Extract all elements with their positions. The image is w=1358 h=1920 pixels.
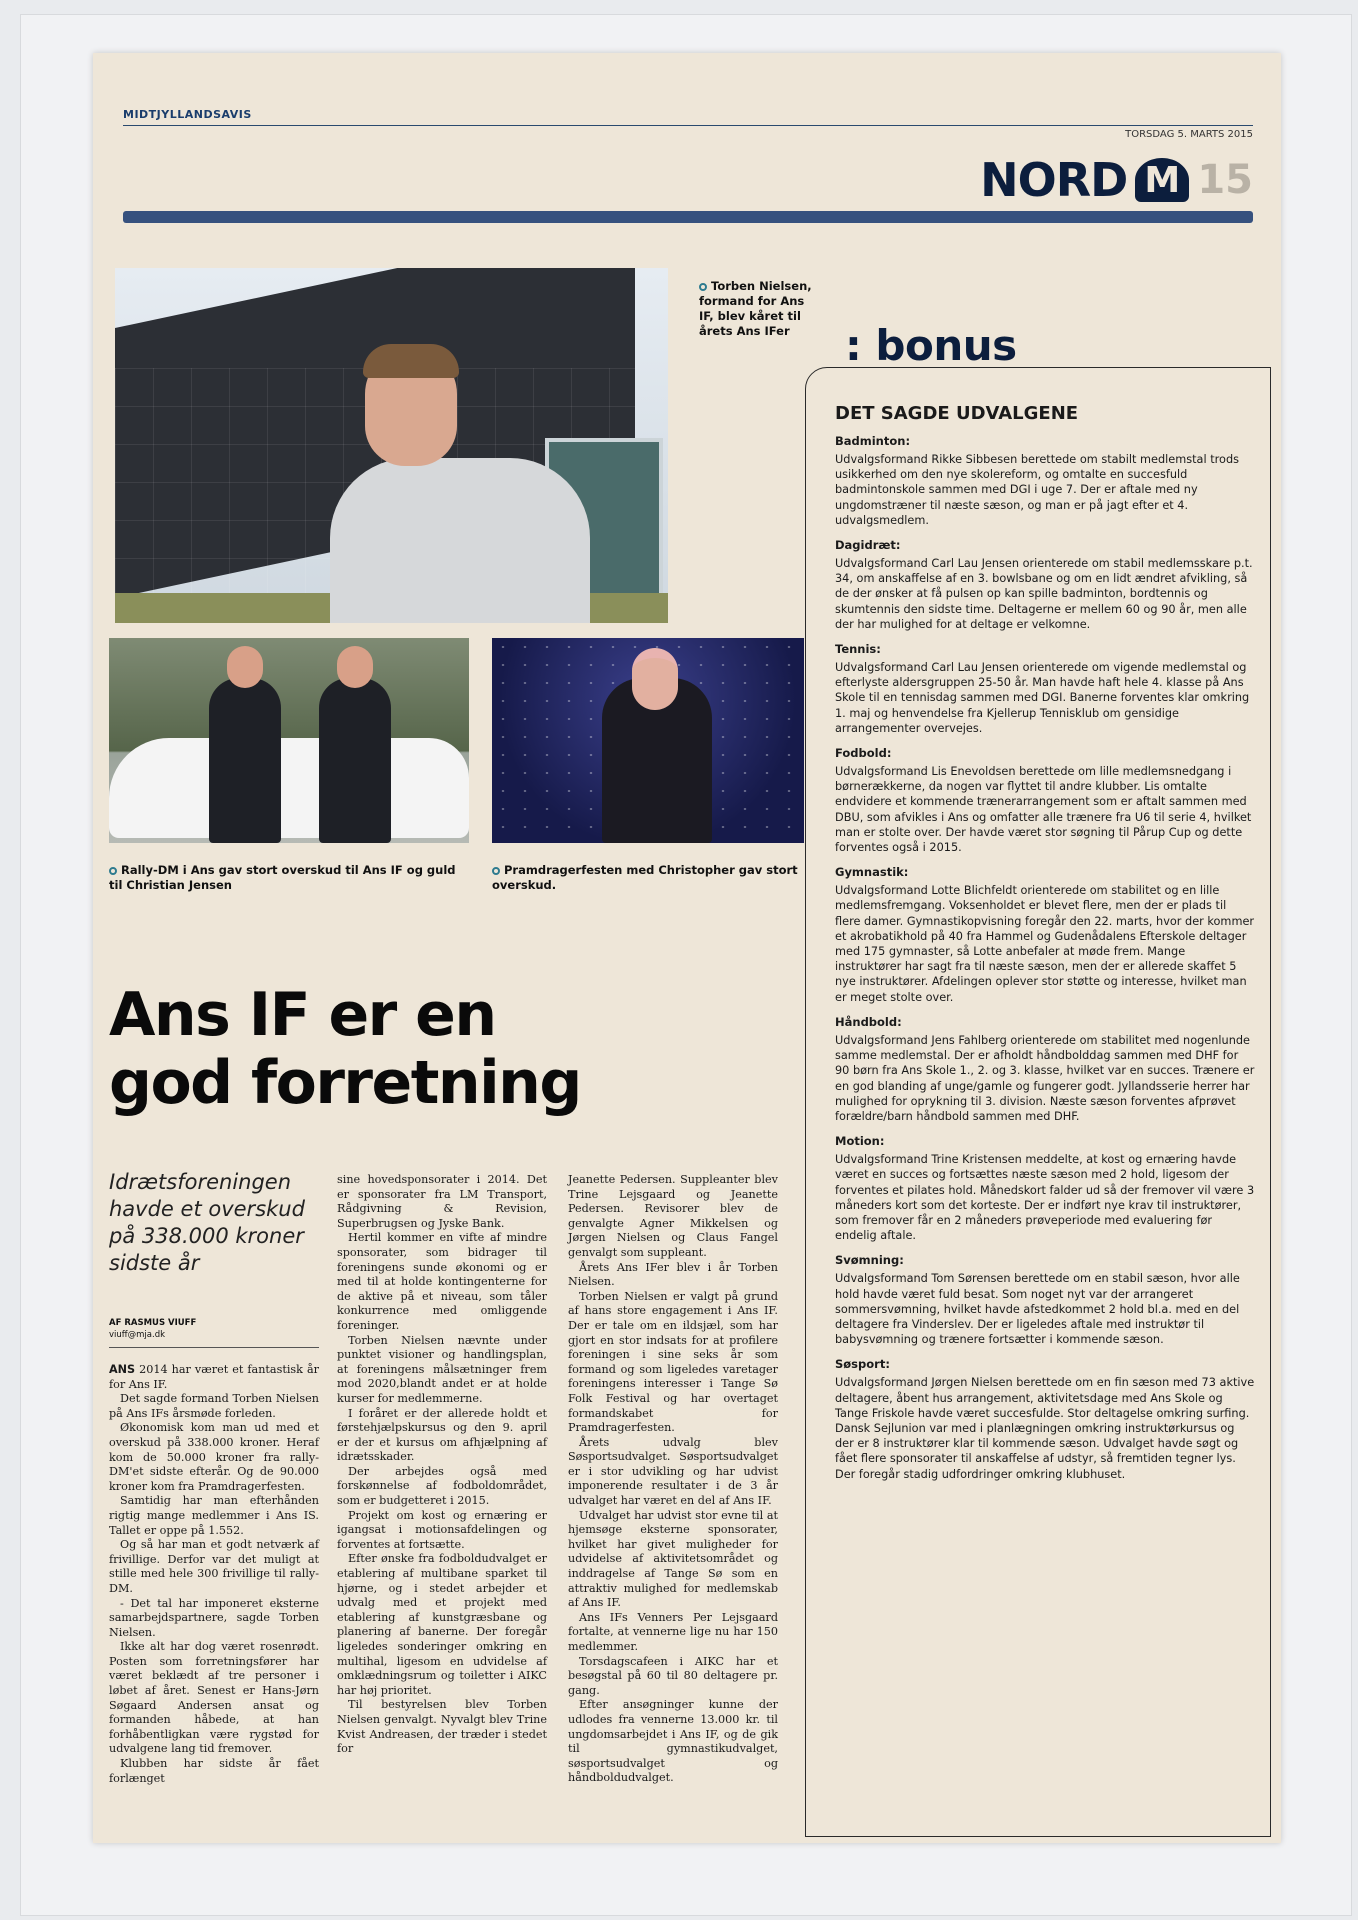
- article-subheadline: Idrætsforeningen havde et overskud på 338.000 kroner sidste år: [109, 1170, 305, 1275]
- bonus-item: Badminton: Udvalgsformand Rikke Sibbesen berettede om stabilt medlemstal trods usikkerhed om den nye skolereform, og omtalte en succesfuld badmintonskole sammen med DGI i uge 7. Der er aftale med ny ungdomstræner til næste sæson, og man er på jagt efter et 4. udvalgsmedlem.: [835, 434, 1240, 527]
- scan-sheet: [20, 14, 1352, 1916]
- byline: [109, 1317, 196, 1341]
- bonus-heading: DET SAGDE UDVALGENE: [835, 403, 1079, 424]
- photo-pramdragerfesten: [492, 638, 804, 843]
- dateline: ANS: [109, 1363, 136, 1376]
- newspaper-page: [93, 53, 1281, 1843]
- issue-date: TORSDAG 5. MARTS 2015: [1125, 129, 1253, 140]
- caption-bullet-icon: [492, 867, 500, 875]
- person-portrait: [330, 348, 590, 623]
- article-column-2: sine hovedsponsorater i 2014. Det er sponsorater fra LM Transport, Rådgivning & Revision, Superbrugsen og Jyske Bank. Hertil kommer en vifte af mindre sponsorater, som bidrager til foreningens sunde økonomi og er med til at holde kontingenterne for de aktive på et niveau, som tåler konkurrence med omliggende foreninger. Torben Nielsen nævnte under punktet visioner og handlingsplan, at foreningens målsætninger frem mod 2020,blandt andet er at holde kurser for medlemmerne. I foråret er der allerede holdt et førstehjælpskursus og den 9. april er der et kursus om afhjælpning af idrætsskader. Der arbejdes også med forskønnelse af fodboldområdet, som er budgetteret i 2015. Projekt om kost og ernæring er igangsat i motionsafdelingen og forventes at fortsætte. Efter ønske fra fodboldudvalget er etablering af multibane sparket til hjørne, og i stedet arbejder et udvalg med et projekt med etablering af kunstgræsbane og planering af banerne. Der foregår ligeledes sonderinger omkring en multihal, ligesom en udvidelse af omklædningsrum og toiletter i AIKC har høj prioritet. Til bestyrelsen blev Torben Nielsen genvalgt. Nyvalgt blev Trine Kvist Andreasen, der træder i stedet for: [337, 1173, 547, 1756]
- photo-torben-nielsen: [115, 268, 668, 623]
- person-jacket: [330, 458, 590, 623]
- bonus-item: Svømning: Udvalgsformand Tom Sørensen berettede om en stabil sæson, hvor alle hold havde været fuld besat. Som noget nyt var der arrangeret sommersvømning, hvilket havde afstedkommet 2 hold bl.a. med en del deltagere fra Vinderslev. Der er ligeledes aftale med instruktør til babysvømning og trænere fortsætter i kommende sæson.: [835, 1253, 1240, 1347]
- rally-photo-caption: Rally-DM i Ans gav stort overskud til Ans IF og guld til Christian Jensen: [109, 863, 456, 892]
- caption-bullet-icon: [109, 867, 117, 875]
- rally-car: [109, 738, 469, 838]
- person-hair: [363, 344, 459, 378]
- paper-name: MIDTJYLLANDSAVIS: [123, 108, 252, 121]
- article-column-3: Jeanette Pedersen. Suppleanter blev Trine Lejsgaard og Jeanette Pedersen. Revisorer blev de genvalgte Agner Mikkelsen og Jørgen Nielsen og Claus Fangel genvalgt som suppleant. Årets Ans IFer blev i år Torben Nielsen. Torben Nielsen er valgt på grund af hans store engagement i Ans IF. Der er tale om en ildsjæl, som har gjort en stor indsats for at profilere foreningen i sine seks år som formand og som ligeledes varetager foreningens interesser i Tange Sø Folk Festival og har overtaget formandskabet for Pramdragerfesten. Årets udvalg blev Søsportsudvalget. Søsportsudvalget er i stor udvikling og har udvist imponerende resultater i de 3 år udvalget har været en del af Ans IF. Udvalget har udvist stor evne til at hjemsøge eksterne sponsorater, hvilket har givet muligheder for udvidelse af aktivitetsområdet og inddragelse af Tange Sø som en attraktiv mulighed for medlemskab af Ans IF. Ans IFs Venners Per Lejsgaard fortalte, at vennerne lige nu har 150 medlemmer. Torsdagscafeen i AIKC har et besøgstal på 60 til 80 deltagere pr. gang. Efter ansøgninger kunne der udlodes fra vennerne 13.000 kr. til ungdomsarbejdet i Ans IF, og de gik til gymnastikudvalget, søsportsudvalget og håndboldudvalget.: [568, 1173, 778, 1785]
- rally-driver-1: [209, 678, 281, 843]
- bonus-item: Søsport: Udvalgsformand Jørgen Nielsen berettede om en fin sæson med 73 aktive deltagere, åbent hus arrangement, aktivitetsdage med Ans Skole og Tange Friskole havde været succesfulde. Stor deltagelse omkring surfing. Dansk Sejlunion var med i planlægningen omkring instruktørkursus og der er 8 instruktører klar til kommende sæson. Udvalget havde søgt og fået flere sponsorater til anskaffelse af udstyr, så fremtiden tegner lys. Der foregår stadig udfordringer omkring klubhuset.: [835, 1357, 1255, 1481]
- section-name: NORD: [980, 153, 1128, 207]
- bonus-item: Gymnastik: Udvalgsformand Lotte Blichfeldt orienterede om stabilitet og en lille medlemsfremgang. Voksenholdet er blevet flere, men der er plads til flere damer. Gymnastikopvisning foregår den 22. marts, hvor der kommer et akrobatikhold på 40 fra Hammel og Gudenådalens Efterskole deltager med 175 gymnaster, så Lotte anbefaler at møde frem. Mange instruktører har sagt fra til næste sæson, men der er allerede skaffet 5 nye instruktører. Afdelingen oplever stor støtte og interesse, hvilket man er meget stolte over.: [835, 865, 1255, 1004]
- main-photo-caption: Torben Nielsen, formand for Ans IF, blev kåret til årets Ans IFer: [699, 279, 812, 338]
- bonus-item: Fodbold: Udvalgsformand Lis Enevoldsen berettede om lille medlemsnedgang i børnerækkerne, da nogen var flyttet til andre klubber. Lis omtalte endvidere et kommende trænerarrangement som er aftalt sammen med DBU, som afvikles i Ans og omfatter alle trænere fra U6 til serie 4, hvilket man er stolte over. Der havde været stor søgning til Pårup Cup og dette forventes også i 2015.: [835, 746, 1252, 855]
- article-column-1: ANS 2014 har været et fantastisk år for Ans IF. Det sagde formand Torben Nielsen på Ans IFs årsmøde forleden. Økonomisk kom man ud med et overskud på 338.000 kroner. Heraf kom de 50.000 kroner fra rally-DM'et sidste efterår. Og de 90.000 kroner kom fra Pramdragerfesten. Samtidig har man efterhånden rigtig mange medlemmer i Ans IS. Tallet er oppe på 1.552. Og så har man et godt netværk af frivillige. Derfor var det muligt at stille med hele 300 frivillige til rally-DM. - Det tal har imponeret eksterne samarbejdspartnere, sagde Torben Nielsen. Ikke alt har dog været rosenrødt. Posten som forretningsfører har været beklædt af tre personer i løbet af året. Senest er Hans-Jørn Søgaard Andersen ansat og formanden håbede, at han forhåbentligkan være rygstød for udvalgene lang tid fremover. Klubben har sidste år fået forlænget: [109, 1363, 319, 1785]
- byline-rule: [109, 1347, 319, 1348]
- header-rule: [123, 125, 1253, 126]
- bonus-item: Tennis: Udvalgsformand Carl Lau Jensen orienterede om vigende medlemstal og efterlyste aldersgruppen 25-50 år. Man havde haft hele 4. klasse på Ans Skole til en tennisdag sammen med DGI. Banerne forventes klar omkring 1. maj og henvendelse fra Kjellerup Tennisklub om gensidige arrangementer overvejes.: [835, 642, 1250, 735]
- byline-email: viuff@mja.dk: [109, 1330, 166, 1340]
- singer-figure: [602, 678, 712, 843]
- bonus-box-content: [835, 403, 1255, 1482]
- concert-photo-caption: Pramdragerfesten med Christopher gav stort overskud.: [492, 863, 798, 892]
- section-header: [980, 153, 1253, 207]
- bonus-item: Håndbold: Udvalgsformand Jens Fahlberg orienterede om stabilitet med nogenlunde samme medlemstal. Der er afholdt håndbolddag sammen med DHF for 90 børn fra Ans Skole 1., 2. og 3. klasse, hvilket var en succes. Trænere er en god blanding af unge/gamle og fungerer godt. Jyllandsserie herrer har mulighed for oprykning til 3. division. Næste sæson forventes afprøvet forældre/barn håndbold sammen med DHF.: [835, 1014, 1255, 1123]
- photo-rally-dm: [109, 638, 469, 843]
- byline-author: AF RASMUS VIUFF: [109, 1318, 197, 1328]
- bonus-title: : bonus: [845, 321, 1017, 370]
- page-number: 15: [1197, 157, 1253, 203]
- section-bar: [123, 211, 1253, 223]
- caption-bullet-icon: [699, 283, 707, 291]
- section-logo: M: [1135, 158, 1189, 202]
- article-headline: Ans IF er en god forretning: [109, 980, 581, 1118]
- rally-driver-2: [319, 678, 391, 843]
- bonus-item: Dagidræt: Udvalgsformand Carl Lau Jensen orienterede om stabil medlemsskare p.t. 34, om anskaffelse af en 3. bowlsbane og om en lidt ændret afvikling, så de der ønsker at få pulsen op kan spille badminton, bordtennis og skumtennis den sidste time. Deltagerne er mellem 60 og 90 år, men alle der har mulighed for at deltage er velkomne.: [835, 538, 1253, 631]
- bonus-item: Motion: Udvalgsformand Trine Kristensen meddelte, at kost og ernæring havde været en succes og fortsættes næste sæson med 2 hold, ligesom der forventes et pilates hold. Månedskort falder ud så der fremover vil være 3 måneders kort som det korteste. Der er indført nye krav til instruktører, som fremover får en 2 måneders prøveperiode med evaluering før endelig aftale.: [835, 1134, 1255, 1243]
